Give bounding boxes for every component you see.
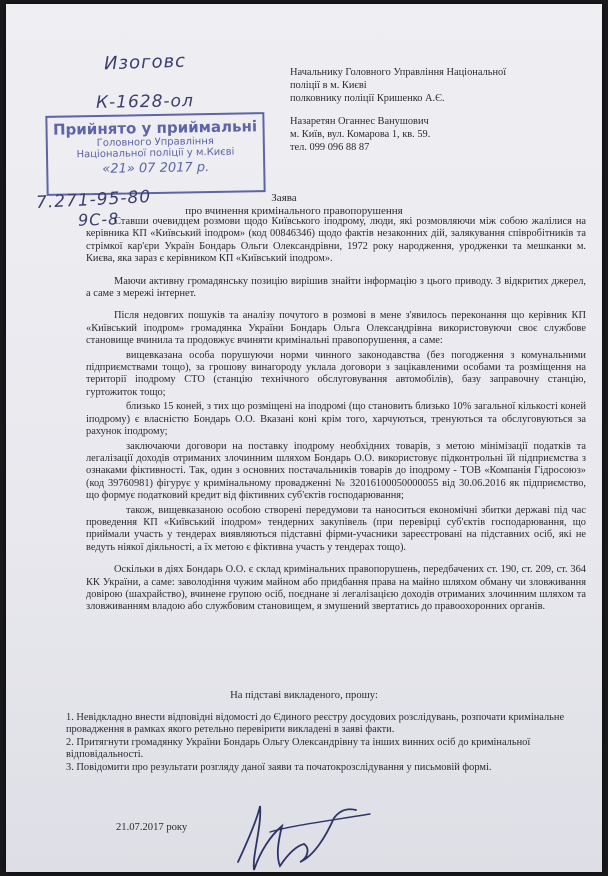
signature: [230, 796, 380, 872]
stamp-line-1: Прийнято у приймальні: [52, 117, 258, 139]
handwritten-note-code: 9С-8: [77, 209, 120, 230]
handwritten-note-phone: 7.271-95-80: [35, 186, 152, 214]
request-item: 3. Повідомити про результати розгляду даної заяви та початокрозслідування у письмовій формі.: [66, 761, 492, 773]
addressee-block: [290, 66, 580, 154]
allegation-item: вищевказана особа порушуючи норми чинного законодавства (без погодження з комунальними підприємствами тощо), за грошову винагороду уклала договори з зацікавленими особами та розміщення на території іподрому СТО (станцію технічного обслуговування автомобілів), базу заправочну станцію, гуртожиток тощо;: [86, 349, 586, 398]
reception-stamp: [45, 112, 265, 196]
sender-address: м. Київ, вул. Комарова 1, кв. 59.: [290, 129, 431, 140]
allegation-item: близько 15 коней, з тих що розміщені на іподромі (що становить близько 10% загальної кількості коней іподрому) є власністю Бондарь О.О. Вказані коні крім того, харчуються, тренуються та обслуговуються за рахунок іподрому;: [86, 401, 586, 438]
sender-name: Назаретян Оганнес Ванушович: [290, 116, 429, 127]
addressee-line: поліції в м. Києві: [290, 80, 367, 91]
paragraph: Маючи активну громадянську позицію вирішив знайти інформацію з цього приводу. З відкритих джерел, а саме з мережі інтернет.: [86, 275, 586, 300]
document-title: Заява: [271, 192, 297, 204]
paragraph: Оскільки в діях Бондарь О.О. є склад кримінальних правопорушень, передбачених ст. 190, ст. 209, ст. 364 КК України, а саме: заволодіння чужим майном або придбання права на майно шляхом обману чи зловживання довірою (шахрайство), вчинене групою осіб, поєднане зі легалізацією доходів отриманих злочинним шляхом та зловживанням владою або службовим становищем, я змушений звертатись до правоохоронних органів.: [86, 564, 586, 613]
request-item: 2. Притягнути громадянку України Бондарь Ольгу Олександрівну та інших винних осіб до кримінальної відповідальності.: [66, 736, 531, 761]
stamp-line-3: Національної поліції у м.Києві: [76, 146, 235, 161]
request-list: [66, 712, 586, 774]
document-page: [6, 4, 602, 872]
handwritten-note-name: Изоговс: [103, 50, 187, 75]
stamp-date: «21» 07 2017 р.: [102, 160, 210, 177]
addressee-line: Начальнику Головного Управління Національної: [290, 67, 507, 78]
paragraph: Після недовгих пошуків та аналізу почутого в розмові в мене з'явилось переконання що керівник КП «Київський іподром» громадянка України Бондарь Ольга Олександрівна використовуючи своє службове становище вчинила та продовжує вчиняти кримінальні правопорушення, а саме:: [86, 310, 586, 347]
statement-body: [86, 216, 586, 624]
allegation-item: заключаючи договори на поставку іподрому необхідних товарів, з метою мінімізації податків та легалізації доходів отриманих злочинним шляхом Бондарь О.О. використовує підконтрольні їй підприємства з ознаками фіктивності. Так, один з основних постачальників товарів до іподрому - ТОВ «Компанія Гідросоюз» (код 39760981) фігурує у кримінальному провадженні № 32016100050000055 від 30.06.2016 як підприємство, що формує податковий кредит від фіктивних суб'єктів господарювання;: [86, 440, 586, 502]
document-date: 21.07.2017 року: [116, 822, 188, 833]
document-subtitle: про вчинення кримінального правопорушення: [185, 205, 403, 217]
sender-phone: тел. 099 096 88 87: [290, 142, 370, 153]
allegation-item: також, вищевказаною особою створені передумови та наноситься економічні збитки державі під час проведення КП «Київський іподром» тендерних закупівель (при перевірці суб'єктів господарювання, що приймали участь у тендерах виявляються підставні фірми-учасники зареєстровані на підставних осіб, які не ведуть ніякої діяльності, а їх метою є фіктивна участь у тендерах тощо).: [86, 504, 586, 553]
request-item: 1. Невідкладно внести відповідні відомості до Єдиного реєстру досудових розслідувань, розпочати кримінальне провадження в рамках якого ретельно перевірити викладені в заяві факти.: [66, 712, 565, 736]
stamp-line-2: Головного Управління: [96, 135, 214, 150]
request-heading: На підставі викладеного, прошу:: [230, 690, 378, 701]
handwritten-note-number: К-1628-ол: [95, 91, 195, 113]
addressee-line: полковнику поліції Кришенко А.Є.: [290, 93, 445, 104]
paragraph: Ставши очевидцем розмови щодо Київського іподрому, люди, які розмовляючи між собою жалілися на керівника КП «Київський іподром» (код 00846346) щодо фактів незаконних дій, залякування співробітників та стрімкої кар'єри Україн Бондарь Ольги Олександрівни, 1972 року народження, уродженки та мешканки м. Києва, яка зараз є керівником КП «Київський іподром».: [86, 216, 586, 265]
